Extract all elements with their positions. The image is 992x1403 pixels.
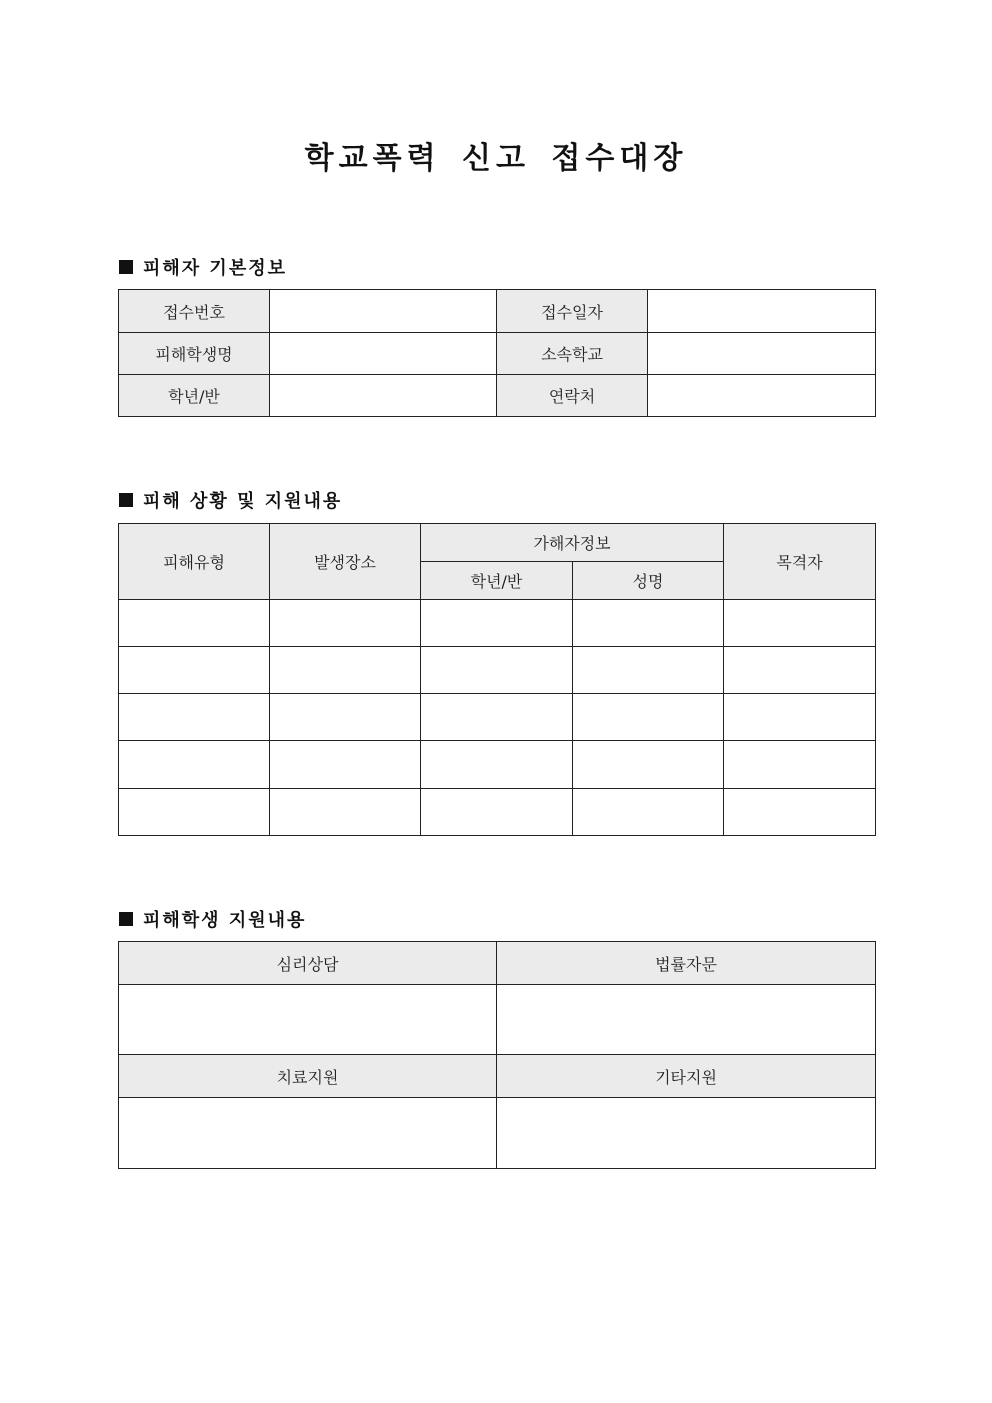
section-heading-victim-info: [119, 254, 287, 280]
receipt-date-label: 접수일자: [497, 290, 648, 333]
grade-class-label: 학년/반: [119, 375, 270, 417]
witness-cell[interactable]: [724, 647, 876, 694]
receipt-number-field[interactable]: [270, 290, 497, 333]
table-header-row: [119, 524, 876, 562]
table-row: [119, 647, 876, 694]
table-row: [119, 741, 876, 789]
offender-name-cell[interactable]: [573, 647, 724, 694]
victim-name-label: 피해학생명: [119, 333, 270, 375]
witness-cell[interactable]: [724, 789, 876, 836]
table-header-row: [119, 1055, 876, 1098]
damage-type-cell[interactable]: [119, 694, 270, 741]
other-support-header: 기타지원: [497, 1055, 876, 1098]
contact-field[interactable]: [648, 375, 876, 417]
receipt-number-label: 접수번호: [119, 290, 270, 333]
offender-class-cell[interactable]: [421, 694, 573, 741]
witness-cell[interactable]: [724, 741, 876, 789]
counseling-field[interactable]: [119, 985, 497, 1055]
offender-class-header: 학년/반: [421, 562, 573, 600]
section-heading-victim-support: [119, 906, 306, 932]
offender-name-cell[interactable]: [573, 741, 724, 789]
location-cell[interactable]: [270, 789, 421, 836]
legal-advice-field[interactable]: [497, 985, 876, 1055]
damage-type-header: 피해유형: [119, 524, 270, 600]
counseling-header: 심리상담: [119, 942, 497, 985]
offender-name-cell[interactable]: [573, 694, 724, 741]
damage-situation-table: [118, 523, 876, 836]
section-heading-label: 피해자 기본정보: [143, 258, 287, 279]
victim-name-field[interactable]: [270, 333, 497, 375]
location-header: 발생장소: [270, 524, 421, 600]
location-cell[interactable]: [270, 741, 421, 789]
legal-advice-header: 법률자문: [497, 942, 876, 985]
table-header-row: [119, 942, 876, 985]
table-row: [119, 375, 876, 417]
victim-support-table: [118, 941, 876, 1169]
section-heading-damage-situation: [119, 487, 342, 513]
treatment-support-header: 치료지원: [119, 1055, 497, 1098]
offender-class-cell[interactable]: [421, 647, 573, 694]
offender-name-header: 성명: [573, 562, 724, 600]
section-heading-label: 피해 상황 및 지원내용: [143, 491, 343, 512]
page-title: 학교폭력 신고 접수대장: [304, 141, 688, 176]
square-bullet-icon: [119, 260, 133, 274]
offender-info-header: 가해자정보: [421, 524, 724, 562]
victim-info-table: [118, 289, 876, 417]
witness-header: 목격자: [724, 524, 876, 600]
table-row: [119, 1098, 876, 1169]
damage-type-cell[interactable]: [119, 647, 270, 694]
school-field[interactable]: [648, 333, 876, 375]
offender-name-cell[interactable]: [573, 600, 724, 647]
contact-label: 연락처: [497, 375, 648, 417]
school-label: 소속학교: [497, 333, 648, 375]
location-cell[interactable]: [270, 694, 421, 741]
table-row: [119, 290, 876, 333]
witness-cell[interactable]: [724, 600, 876, 647]
other-support-field[interactable]: [497, 1098, 876, 1169]
witness-cell[interactable]: [724, 694, 876, 741]
damage-type-cell[interactable]: [119, 600, 270, 647]
table-row: [119, 789, 876, 836]
location-cell[interactable]: [270, 647, 421, 694]
receipt-date-field[interactable]: [648, 290, 876, 333]
table-row: [119, 694, 876, 741]
location-cell[interactable]: [270, 600, 421, 647]
offender-class-cell[interactable]: [421, 741, 573, 789]
treatment-support-field[interactable]: [119, 1098, 497, 1169]
square-bullet-icon: [119, 912, 133, 926]
grade-class-field[interactable]: [270, 375, 497, 417]
damage-type-cell[interactable]: [119, 789, 270, 836]
offender-class-cell[interactable]: [421, 600, 573, 647]
table-row: [119, 333, 876, 375]
table-row: [119, 600, 876, 647]
square-bullet-icon: [119, 493, 133, 507]
offender-class-cell[interactable]: [421, 789, 573, 836]
offender-name-cell[interactable]: [573, 789, 724, 836]
table-row: [119, 985, 876, 1055]
section-heading-label: 피해학생 지원내용: [143, 910, 307, 931]
damage-type-cell[interactable]: [119, 741, 270, 789]
